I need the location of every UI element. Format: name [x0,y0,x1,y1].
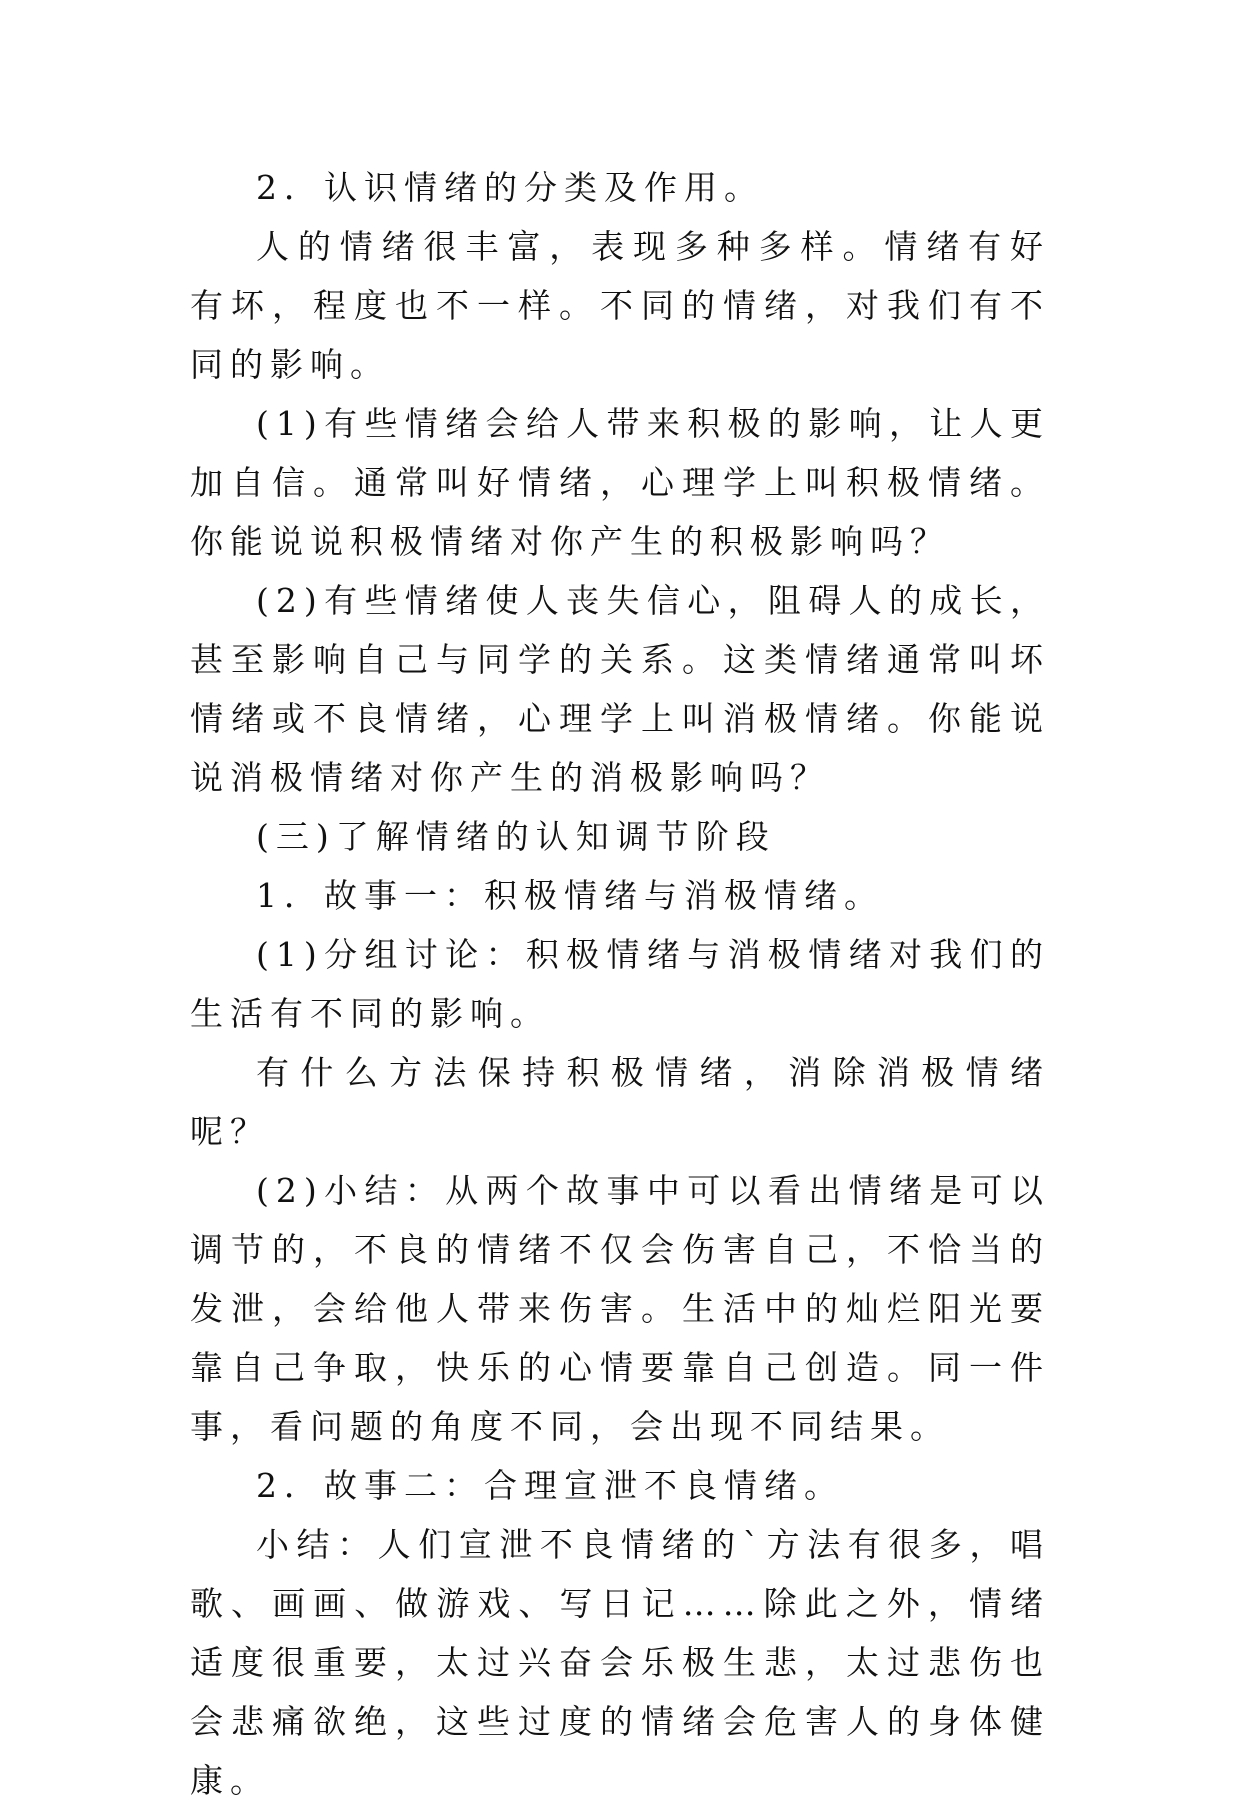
section-heading-emotion-types: 2．认识情绪的分类及作用。 [256,168,764,207]
document-body [190,158,1050,1810]
paragraph-positive-emotions: (1)有些情绪会给人带来积极的影响，让人更加自信。通常叫好情绪，心理学上叫积极情绪。你能说说积极情绪对你产生的积极影响吗？ [190,404,1050,561]
subheading-story-one: 1．故事一：积极情绪与消极情绪。 [256,876,884,915]
subheading-story-two: 2．故事二：合理宣泄不良情绪。 [256,1466,844,1505]
section-heading-cognitive-regulation: (三)了解情绪的认知调节阶段 [256,817,776,856]
paragraph-question: 有什么方法保持积极情绪，消除消极情绪呢？ [190,1053,1050,1151]
paragraph-negative-emotions: (2)有些情绪使人丧失信心，阻碍人的成长，甚至影响自己与同学的关系。这类情绪通常叫坏情绪或不良情绪，心理学上叫消极情绪。你能说说消极情绪对你产生的消极影响吗？ [190,581,1050,797]
paragraph-summary-two: 小结：人们宣泄不良情绪的`方法有很多，唱歌、画画、做游戏、写日记……除此之外，情绪适度很重要，太过兴奋会乐极生悲，太过悲伤也会悲痛欲绝，这些过度的情绪会危害人的身体健康。 [190,1525,1050,1800]
paragraph-summary-one: (2)小结：从两个故事中可以看出情绪是可以调节的，不良的情绪不仅会伤害自己，不恰当的发泄，会给他人带来伤害。生活中的灿烂阳光要靠自己争取，快乐的心情要靠自己创造。同一件事，看问题的角度不同，会出现不同结果。 [190,1171,1050,1446]
paragraph-group-discussion: (1)分组讨论：积极情绪与消极情绪对我们的生活有不同的影响。 [190,935,1050,1033]
paragraph-emotions-rich: 人的情绪很丰富，表现多种多样。情绪有好有坏，程度也不一样。不同的情绪，对我们有不同的影响。 [190,227,1050,384]
